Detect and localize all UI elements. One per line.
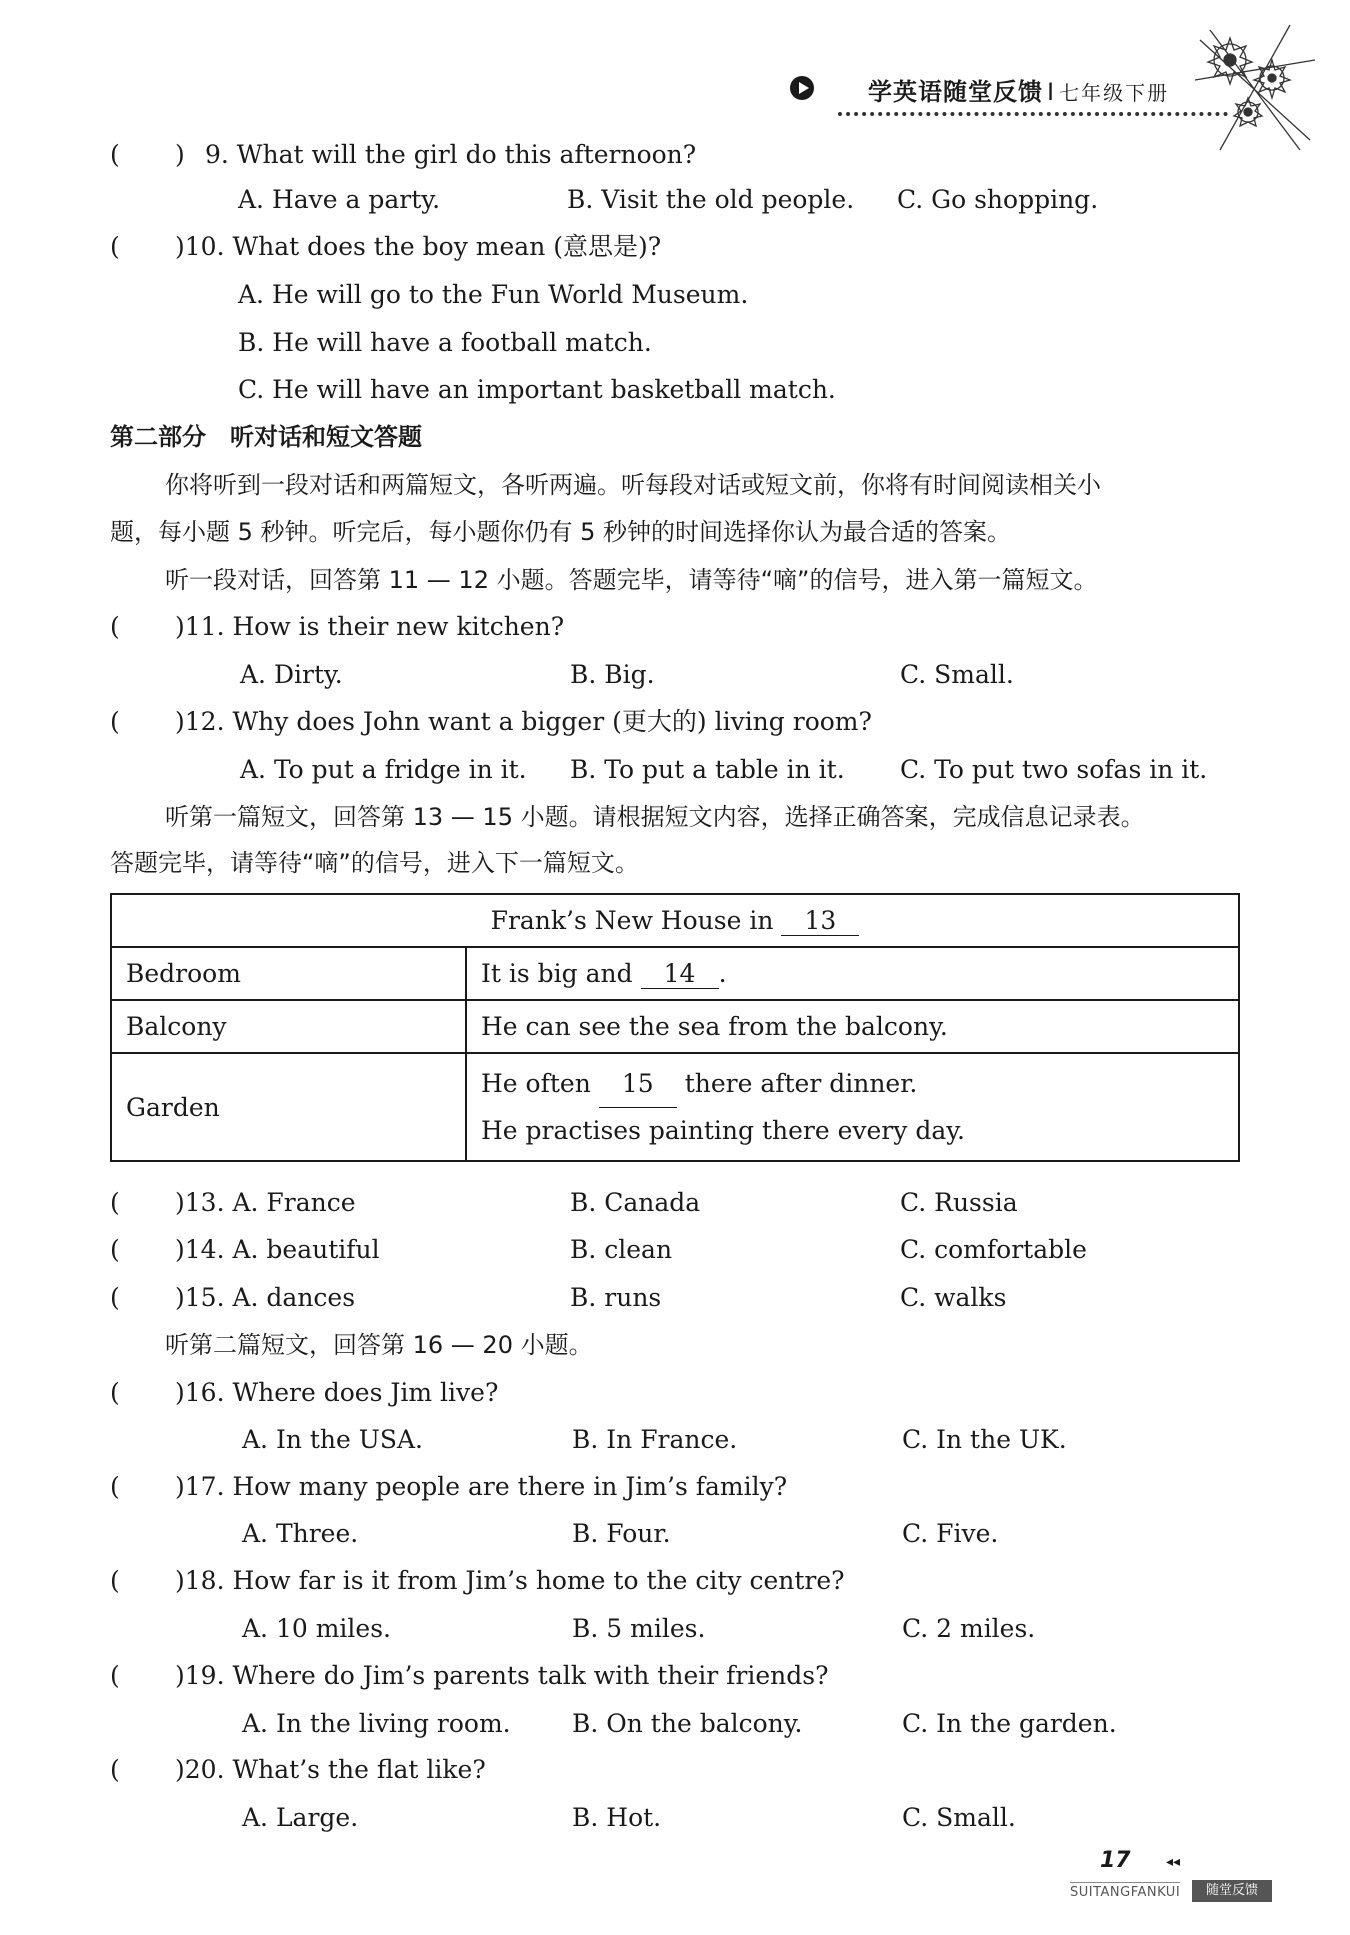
row-label: Bedroom bbox=[111, 947, 466, 1000]
q10-option-b: B. He will have a football match. bbox=[238, 328, 652, 357]
q13-option-b: B. Canada bbox=[570, 1188, 701, 1217]
passage1-instruction-line1: 听第一篇短文，回答第 13 — 15 小题。请根据短文内容，选择正确答案，完成信息记录表。 bbox=[165, 803, 1145, 831]
book-title bbox=[868, 72, 1169, 107]
q17-option-c: C. Five. bbox=[902, 1519, 999, 1548]
q15-option-b: B. runs bbox=[570, 1283, 662, 1312]
footer-badge: 随堂反馈 bbox=[1192, 1880, 1272, 1902]
footer-brand: SUITANGFANKUI bbox=[1070, 1882, 1180, 1900]
q18-option-b: B. 5 miles. bbox=[572, 1614, 706, 1643]
question-15: )15. A. dances bbox=[175, 1283, 356, 1312]
q14-option-b: B. clean bbox=[570, 1235, 673, 1264]
q11-option-a: A. Dirty. bbox=[240, 660, 343, 689]
q14-option-c: C. comfortable bbox=[900, 1235, 1087, 1264]
row-prefix: He often bbox=[481, 1068, 591, 1098]
q20-option-b: B. Hot. bbox=[572, 1803, 662, 1832]
header-title-text: 学英语随堂反馈 bbox=[868, 78, 1043, 106]
question-9-stem: 9. What will the girl do this afternoon? bbox=[205, 140, 697, 169]
question-16: )16. Where does Jim live? bbox=[175, 1378, 499, 1407]
q20-option-c: C. Small. bbox=[902, 1803, 1016, 1832]
question-11: )11. How is their new kitchen? bbox=[175, 612, 565, 641]
answer-paren: ( bbox=[110, 140, 120, 169]
header-subtitle: 七年级下册 bbox=[1059, 81, 1170, 105]
q10-option-c: C. He will have an important basketball match. bbox=[238, 375, 836, 404]
blank-14: 14 bbox=[641, 959, 719, 989]
answer-paren: ( bbox=[110, 1661, 120, 1690]
answer-paren: ( bbox=[110, 1283, 120, 1312]
blank-13: 13 bbox=[781, 906, 859, 936]
page-header bbox=[790, 68, 1230, 118]
q10-option-a: A. He will go to the Fun World Museum. bbox=[238, 280, 749, 309]
question-13: )13. A. France bbox=[175, 1188, 356, 1217]
q19-option-a: A. In the living room. bbox=[242, 1709, 511, 1738]
flower-decoration-icon bbox=[1190, 20, 1320, 160]
q9-option-a: A. Have a party. bbox=[238, 185, 441, 214]
question-14: )14. A. beautiful bbox=[175, 1235, 380, 1264]
row-suffix: . bbox=[718, 958, 727, 988]
q18-option-c: C. 2 miles. bbox=[902, 1614, 1036, 1643]
q13-option-c: C. Russia bbox=[900, 1188, 1018, 1217]
section-intro-line2: 题，每小题 5 秒钟。听完后，每小题你仍有 5 秒钟的时间选择你认为最合适的答案。 bbox=[110, 518, 1012, 546]
row-label: Garden bbox=[111, 1053, 466, 1161]
table-title bbox=[111, 894, 1239, 947]
row-line2: He practises painting there every day. bbox=[481, 1115, 965, 1145]
section-title: 第二部分 听对话和短文答题 bbox=[110, 423, 422, 451]
q9-option-c: C. Go shopping. bbox=[897, 185, 1099, 214]
answer-paren: ( bbox=[110, 1378, 120, 1407]
passage2-instruction: 听第二篇短文，回答第 16 — 20 小题。 bbox=[165, 1331, 593, 1359]
row-content bbox=[466, 947, 1239, 1000]
back-arrows-icon: ◂◂ bbox=[1166, 1854, 1181, 1870]
question-9: ) bbox=[175, 140, 185, 169]
q12-option-b: B. To put a table in it. bbox=[570, 755, 845, 784]
answer-paren: ( bbox=[110, 707, 120, 736]
header-dotted-rule bbox=[838, 112, 1228, 116]
q17-option-b: B. Four. bbox=[572, 1519, 671, 1548]
q16-option-a: A. In the USA. bbox=[242, 1425, 423, 1454]
q16-option-c: C. In the UK. bbox=[902, 1425, 1067, 1454]
answer-paren: ( bbox=[110, 1566, 120, 1595]
row-prefix: It is big and bbox=[481, 958, 633, 988]
q19-option-b: B. On the balcony. bbox=[572, 1709, 803, 1738]
question-10: )10. What does the boy mean (意思是)? bbox=[175, 232, 662, 261]
row-content bbox=[466, 1053, 1239, 1161]
q16-option-b: B. In France. bbox=[572, 1425, 738, 1454]
answer-paren: ( bbox=[110, 1472, 120, 1501]
row-content: He can see the sea from the balcony. bbox=[466, 1000, 1239, 1053]
answer-paren: ( bbox=[110, 1755, 120, 1784]
page-number: 17 bbox=[1100, 1848, 1131, 1873]
q20-option-a: A. Large. bbox=[242, 1803, 359, 1832]
q12-option-a: A. To put a fridge in it. bbox=[240, 755, 527, 784]
question-19: )19. Where do Jim’s parents talk with their friends? bbox=[175, 1661, 829, 1690]
question-12: )12. Why does John want a bigger (更大的) living room? bbox=[175, 707, 872, 736]
row-label: Balcony bbox=[111, 1000, 466, 1053]
section-intro-line1: 你将听到一段对话和两篇短文，各听两遍。听每段对话或短文前，你将有时间阅读相关小 bbox=[165, 471, 1101, 499]
passage1-instruction-line2: 答题完毕，请等待“嘀”的信号，进入下一篇短文。 bbox=[110, 849, 639, 877]
table-title-text: Frank’s New House in bbox=[490, 905, 774, 935]
row-suffix: there after dinner. bbox=[684, 1068, 918, 1098]
dialog-instruction: 听一段对话，回答第 11 — 12 小题。答题完毕，请等待“嘀”的信号，进入第一篇短文。 bbox=[165, 566, 1098, 594]
q9-option-b: B. Visit the old people. bbox=[567, 185, 855, 214]
q17-option-a: A. Three. bbox=[242, 1519, 359, 1548]
answer-paren: ( bbox=[110, 612, 120, 641]
q11-option-c: C. Small. bbox=[900, 660, 1014, 689]
question-17: )17. How many people are there in Jim’s family? bbox=[175, 1472, 788, 1501]
q12-option-c: C. To put two sofas in it. bbox=[900, 755, 1208, 784]
answer-paren: ( bbox=[110, 1235, 120, 1264]
play-icon bbox=[790, 76, 814, 100]
header-separator: I bbox=[1047, 78, 1056, 106]
question-20: )20. What’s the flat like? bbox=[175, 1755, 486, 1784]
blank-15: 15 bbox=[599, 1061, 677, 1108]
q18-option-a: A. 10 miles. bbox=[242, 1614, 391, 1643]
q15-option-c: C. walks bbox=[900, 1283, 1007, 1312]
answer-paren: ( bbox=[110, 232, 120, 261]
q11-option-b: B. Big. bbox=[570, 660, 655, 689]
question-18: )18. How far is it from Jim’s home to the city centre? bbox=[175, 1566, 845, 1595]
q19-option-c: C. In the garden. bbox=[902, 1709, 1117, 1738]
info-record-table bbox=[110, 893, 1240, 1162]
answer-paren: ( bbox=[110, 1188, 120, 1217]
